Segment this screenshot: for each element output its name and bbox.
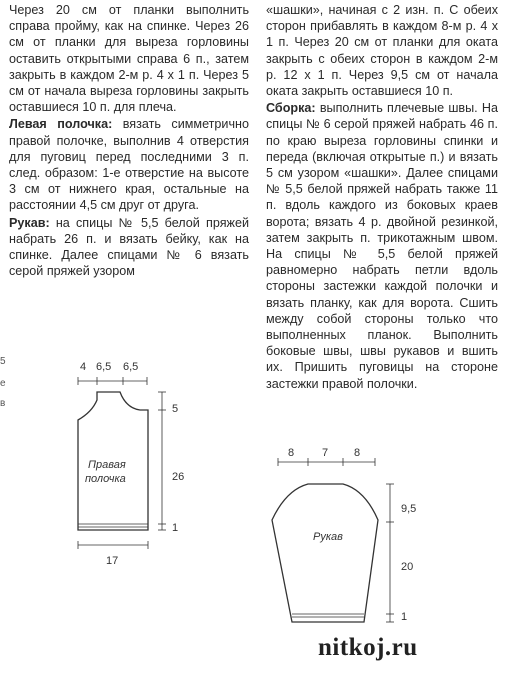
dim-label: 6,5 (123, 361, 139, 373)
heading-sleeve: Рукав: (9, 215, 50, 230)
heading-left-front: Левая полочка: (9, 117, 113, 132)
dim-label: 6,5 (96, 361, 112, 373)
dim-label: 1 (401, 611, 408, 623)
front-label: полочка (85, 473, 126, 485)
dim-label: 26 (172, 471, 185, 483)
sleeve-outline (272, 484, 378, 622)
dim-label: 9,5 (401, 503, 417, 515)
dim-label: 1 (172, 522, 179, 534)
dim-label: 5 (172, 403, 179, 415)
edge-mark: в (0, 398, 6, 409)
front-label: Правая (88, 459, 126, 471)
paragraph-sleeve-continued: «шашки», начиная с 2 изн. п. С обеих сторон прибавлять в каждом 8-м р. 4 х 1 п. Через 20 см от планки для оката закрыть с обеих сторон в каждом 2-м р. 12 х 1 п. Через 9,5 см от начала оката закрыть оставшиеся 10 п. (266, 3, 498, 99)
dim-label: 17 (106, 555, 119, 567)
dim-label: 7 (322, 447, 329, 459)
edge-mark: 5 (0, 356, 6, 367)
edge-mark: е (0, 378, 6, 389)
heading-assembly: Сборка: (266, 101, 316, 116)
text-sleeve: на спицы № 5,5 белой пряжей набрать 26 п. и вязать бейку, как на спинке. Далее спицами № 6 вязать серой пряжей узором (9, 215, 249, 279)
sleeve-label: Рукав (313, 531, 343, 543)
dim-label: 8 (288, 447, 295, 459)
dim-label: 20 (401, 561, 414, 573)
dim-label: 8 (354, 447, 361, 459)
text-left-front: вязать симметрично правой полочке, выполнив 4 отверстия для пуговиц перед последними 3 п. след. образом: 1-е отверстие на высоте 3 см от нижнего края, остальные на расстоянии 4,5 см друг от друга. (9, 117, 249, 213)
text-assembly: выполнить плечевые швы. На спицы № 6 серой пряжей набрать 46 п. по краю выреза горловины спинки и переда (включая открытые п.) и вязать 5 см узором «шашки». Далее спицами № 5,5 белой пряжей набрать также 11 п. вдоль каждого из боковых краев ворота; вязать 4 р. двойной резинкой, затем закрыть п. трикотажным швом. На спицы № 5,5 белой пряжей равномерно набрать петли вдоль стороны застежки каждой полочки и вязать планку, как для ворота. Сшить между собой стороны только что выполненных планок. Выполнить боковые швы, швы рукавов и вшить их. Пришить пуговицы на стороне застежки правой полочки. (266, 101, 498, 391)
paragraph-right-front-neck: Через 20 см от планки выполнить справа пройму, как на спинке. Через 26 см от планки для выреза горловины оставить открытыми справа 6 п., затем закрыть в каждом 2-м р. 4 х 1 п. Через 5 см от начала выреза горловины закрыть оставшиеся 10 п. для плеча. (9, 3, 249, 115)
dim-label: 4 (80, 361, 87, 373)
site-watermark: nitkoj.ru (318, 634, 418, 661)
